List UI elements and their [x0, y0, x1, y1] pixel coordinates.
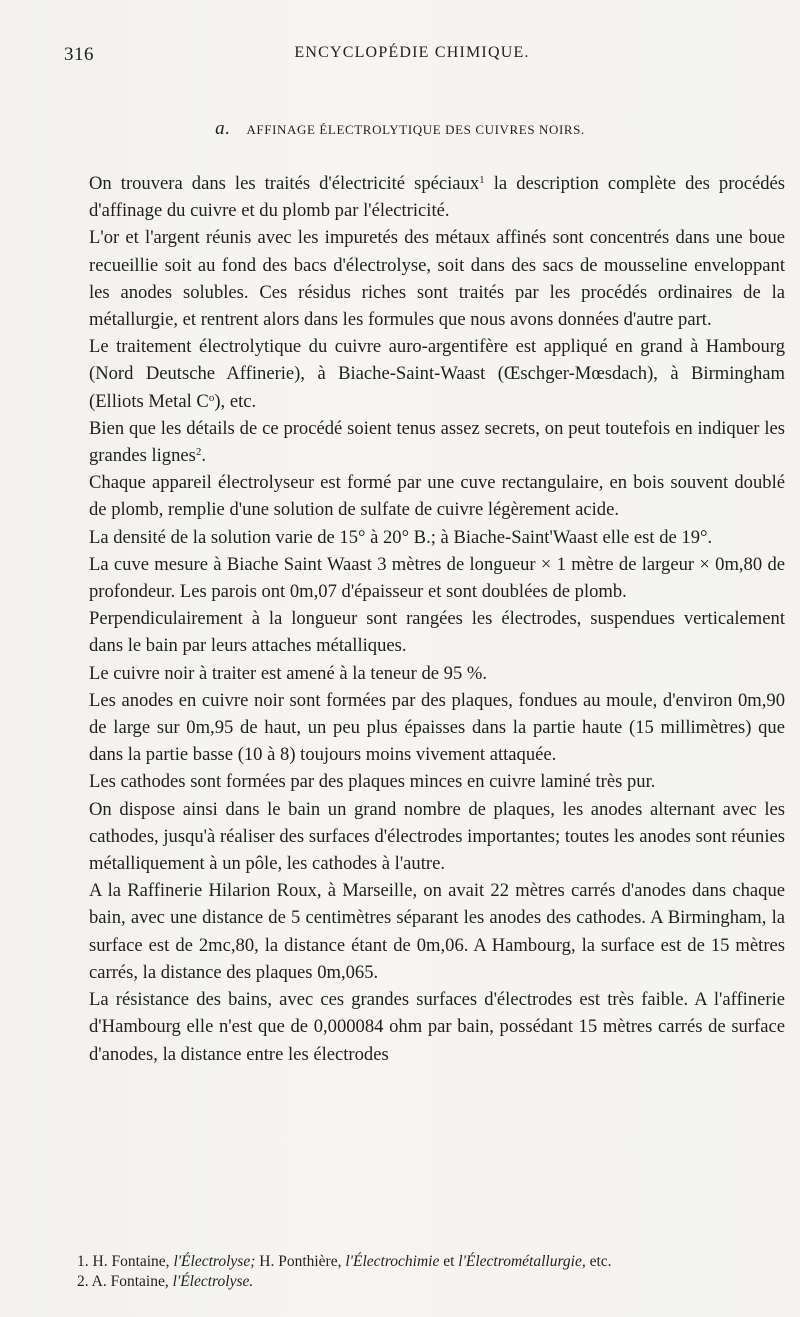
- footnote-number: 1.: [77, 1253, 89, 1270]
- paragraph: Perpendiculairement à la longueur sont rangées les électrodes, suspendues verticalement dans le bain par leurs attaches métalliques.: [89, 608, 785, 657]
- footnote-work-title: l'Électrolyse;: [173, 1253, 256, 1270]
- paragraph: A la Raffinerie Hilarion Roux, à Marseille, on avait 22 mètres carrés d'anodes dans chaque bain, avec une distance de 5 centimètres séparant les anodes des cathodes. A Birmingham, la surface est de 2mc,80, la distance étant de 0m,06. A Hambourg, la surface est de 15 mètres carrés, la distance des plaques 0m,065.: [89, 880, 785, 983]
- footnote-text: etc.: [589, 1253, 612, 1270]
- footnote-number: 2.: [77, 1273, 89, 1290]
- superscript: o: [208, 391, 215, 404]
- footnote-ref: 2: [195, 446, 202, 459]
- section-heading: [0, 118, 800, 140]
- running-title: ENCYCLOPÉDIE CHIMIQUE.: [294, 44, 530, 61]
- footnote-work-title: l'Électrométallurgie,: [458, 1253, 586, 1270]
- paragraph-text: la description complète des procédés d'affinage du cuivre et du plomb par l'électricité.: [89, 173, 785, 222]
- footnote-ref: 1: [479, 174, 485, 186]
- paragraph: [89, 333, 785, 415]
- running-header: [64, 44, 760, 68]
- footnote-author: A. Fontaine,: [91, 1273, 169, 1290]
- footnote-author: H. Fontaine,: [92, 1253, 170, 1270]
- paragraph: Le cuivre noir à traiter est amené à la teneur de 95 %.: [89, 662, 488, 684]
- paragraph: Les anodes en cuivre noir sont formées par des plaques, fondues au moule, d'environ 0m,90 de large sur 0m,95 de haut, un peu plus épaisses dans la partie haute (15 millimètres) que dans la partie basse (10 à 8) toujours moins vivement attaquée.: [89, 689, 785, 766]
- section-title: AFFINAGE ÉLECTROLYTIQUE DES CUIVRES NOIRS.: [246, 122, 585, 137]
- paragraph: Chaque appareil électrolyseur est formé par une cuve rectangulaire, en bois souvent doublé de plomb, remplie d'une solution de sulfate de cuivre légèrement acide.: [89, 472, 785, 521]
- footnote-work-title: l'Électrolyse.: [172, 1273, 254, 1290]
- footnote-work-title: l'Électrochimie: [345, 1253, 440, 1270]
- paragraph: La résistance des bains, avec ces grandes surfaces d'électrodes est très faible. A l'affinerie d'Hambourg elle n'est que de 0,000084 ohm par bain, possédant 15 mètres carrés de surface d'anodes, la distance entre les électrodes: [89, 989, 785, 1065]
- paragraph: On dispose ainsi dans le bain un grand nombre de plaques, les anodes alternant avec les cathodes, jusqu'à réaliser des surfaces d'électrodes importantes; toutes les anodes sont réunies métalliquement à un pôle, les cathodes à l'autre.: [89, 798, 785, 875]
- paragraph: L'or et l'argent réunis avec les impuretés des métaux affinés sont concentrés dans une boue recueillie soit au fond des bacs d'électrolyse, soit dans des sacs de mousseline enveloppant les anodes solubles. Ces résidus riches sont traités par les procédés ordinaires de la métallurgie, et rentrent alors dans les formules que nous avons données d'autre part.: [89, 227, 785, 331]
- footnote: [77, 1272, 775, 1292]
- footnote: [77, 1252, 775, 1272]
- paragraph-text: Bien que les détails de ce procédé soient tenus assez secrets, on peut toutefois en indiquer les grandes lignes: [89, 417, 785, 467]
- footnote-author: H. Ponthière,: [259, 1253, 342, 1270]
- paragraph: [89, 415, 785, 469]
- paragraph: La densité de la solution varie de 15° à 20° B.; à Biache-Saint'Waast elle est de 19°.: [89, 526, 713, 548]
- page-number: 316: [64, 44, 94, 65]
- paragraph: Les cathodes sont formées par des plaques minces en cuivre laminé très pur.: [89, 771, 656, 793]
- footnotes: [77, 1252, 775, 1292]
- body-text: [89, 170, 785, 1068]
- paragraph: La cuve mesure à Biache Saint Waast 3 mètres de longueur × 1 mètre de largeur × 0m,80 de profondeur. Les parois ont 0m,07 d'épaisseur et sont doublées de plomb.: [89, 553, 785, 603]
- paragraph-text: Le traitement électrolytique du cuivre auro-argentifère est appliqué en grand à Hambourg (Nord Deutsche Affinerie), à Biache-Saint-Waast (Œschger-Mœsdach), à Birmingham (Elliots Metal C: [89, 336, 785, 412]
- paragraph: [89, 170, 785, 224]
- footnote-text: et: [443, 1253, 455, 1270]
- paragraph-text: ), etc.: [214, 390, 257, 412]
- paragraph-text: On trouvera dans les traités d'électricité spéciaux: [89, 173, 480, 194]
- section-letter: a.: [215, 118, 231, 139]
- paragraph-text: .: [201, 445, 207, 467]
